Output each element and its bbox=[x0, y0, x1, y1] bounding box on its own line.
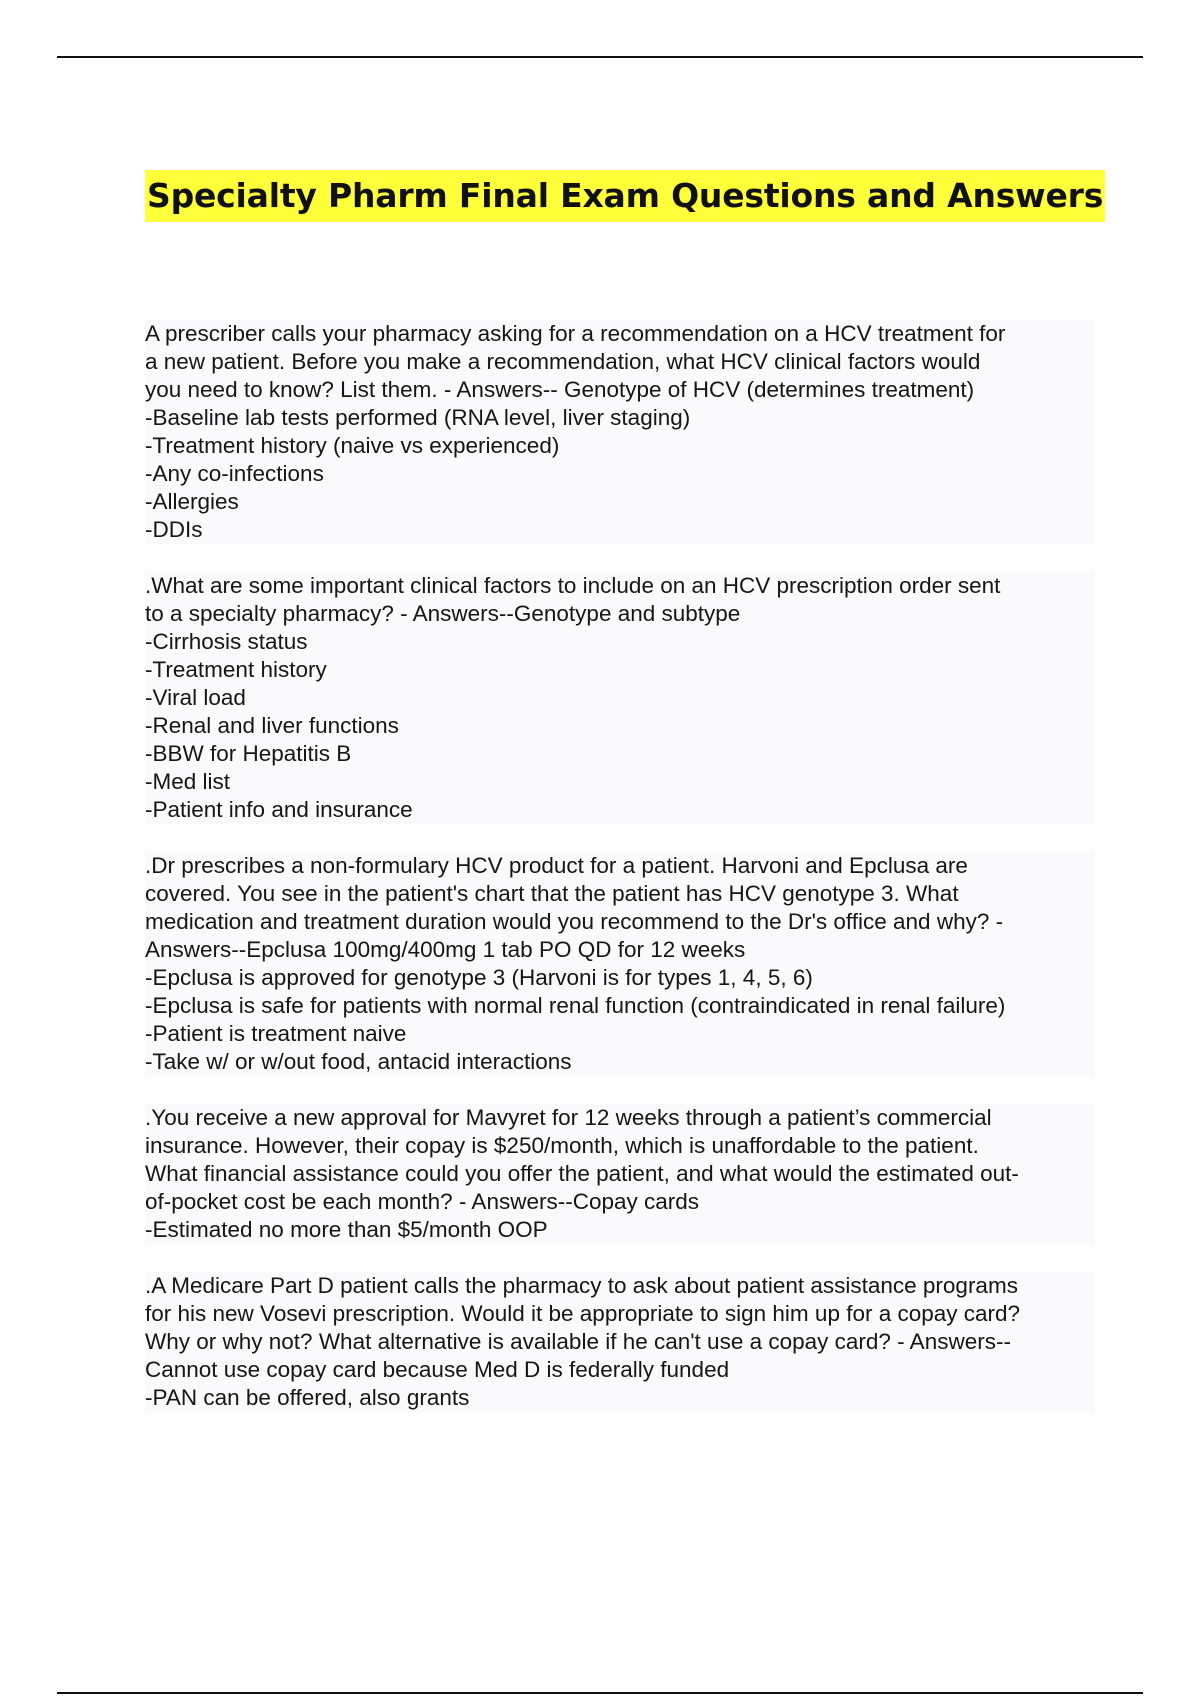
qa-item bbox=[145, 320, 1095, 544]
qa-item bbox=[145, 572, 1095, 824]
qa-line: -Med list bbox=[145, 769, 231, 794]
qa-line: -Estimated no more than $5/month OOP bbox=[145, 1217, 548, 1242]
qa-line: medication and treatment duration would you recommend to the Dr's office and why? - bbox=[145, 909, 1004, 934]
qa-line: a new patient. Before you make a recommendation, what HCV clinical factors would bbox=[145, 349, 981, 374]
qa-line: A prescriber calls your pharmacy asking for a recommendation on a HCV treatment for bbox=[145, 321, 1006, 346]
qa-line: -Cirrhosis status bbox=[145, 629, 308, 654]
qa-line: -DDIs bbox=[145, 517, 203, 542]
qa-line: What financial assistance could you offer the patient, and what would the estimated out- bbox=[145, 1161, 1019, 1186]
qa-line: -Epclusa is safe for patients with normal renal function (contraindicated in renal failure) bbox=[145, 993, 1006, 1018]
qa-line: -Baseline lab tests performed (RNA level, liver staging) bbox=[145, 405, 691, 430]
qa-line: Answers--Epclusa 100mg/400mg 1 tab PO QD for 12 weeks bbox=[145, 937, 746, 962]
qa-line: Cannot use copay card because Med D is federally funded bbox=[145, 1357, 730, 1382]
qa-line: -Allergies bbox=[145, 489, 239, 514]
qa-line: .A Medicare Part D patient calls the pharmacy to ask about patient assistance programs bbox=[145, 1273, 1018, 1298]
qa-line: for his new Vosevi prescription. Would it be appropriate to sign him up for a copay card? bbox=[145, 1301, 1021, 1326]
qa-line: -Take w/ or w/out food, antacid interactions bbox=[145, 1049, 572, 1074]
qa-line: -Patient info and insurance bbox=[145, 797, 413, 822]
qa-item bbox=[145, 1272, 1095, 1412]
top-divider bbox=[57, 56, 1143, 58]
qa-line: you need to know? List them. - Answers-- Genotype of HCV (determines treatment) bbox=[145, 377, 975, 402]
qa-item bbox=[145, 1104, 1095, 1244]
bottom-divider bbox=[57, 1692, 1143, 1694]
qa-line: .Dr prescribes a non-formulary HCV product for a patient. Harvoni and Epclusa are bbox=[145, 853, 968, 878]
qa-line: of-pocket cost be each month? - Answers--Copay cards bbox=[145, 1189, 700, 1214]
qa-line: -Treatment history (naive vs experienced) bbox=[145, 433, 560, 458]
qa-list bbox=[145, 320, 1095, 1440]
qa-line: -Any co-infections bbox=[145, 461, 324, 486]
qa-line: -Epclusa is approved for genotype 3 (Harvoni is for types 1, 4, 5, 6) bbox=[145, 965, 813, 990]
qa-line: -PAN can be offered, also grants bbox=[145, 1385, 470, 1410]
title-block bbox=[145, 170, 1105, 222]
qa-line: -BBW for Hepatitis B bbox=[145, 741, 352, 766]
qa-line: -Patient is treatment naive bbox=[145, 1021, 407, 1046]
page-title: Specialty Pharm Final Exam Questions and Answers bbox=[145, 170, 1105, 222]
qa-line: -Treatment history bbox=[145, 657, 327, 682]
qa-line: Why or why not? What alternative is available if he can't use a copay card? - Answers-- bbox=[145, 1329, 1011, 1354]
qa-item bbox=[145, 852, 1095, 1076]
qa-line: .What are some important clinical factors to include on an HCV prescription order sent bbox=[145, 573, 1001, 598]
qa-line: insurance. However, their copay is $250/month, which is unaffordable to the patient. bbox=[145, 1133, 979, 1158]
qa-line: to a specialty pharmacy? - Answers--Genotype and subtype bbox=[145, 601, 741, 626]
qa-line: .You receive a new approval for Mavyret for 12 weeks through a patient’s commercial bbox=[145, 1105, 992, 1130]
qa-line: -Renal and liver functions bbox=[145, 713, 399, 738]
qa-line: covered. You see in the patient's chart that the patient has HCV genotype 3. What bbox=[145, 881, 959, 906]
qa-line: -Viral load bbox=[145, 685, 246, 710]
